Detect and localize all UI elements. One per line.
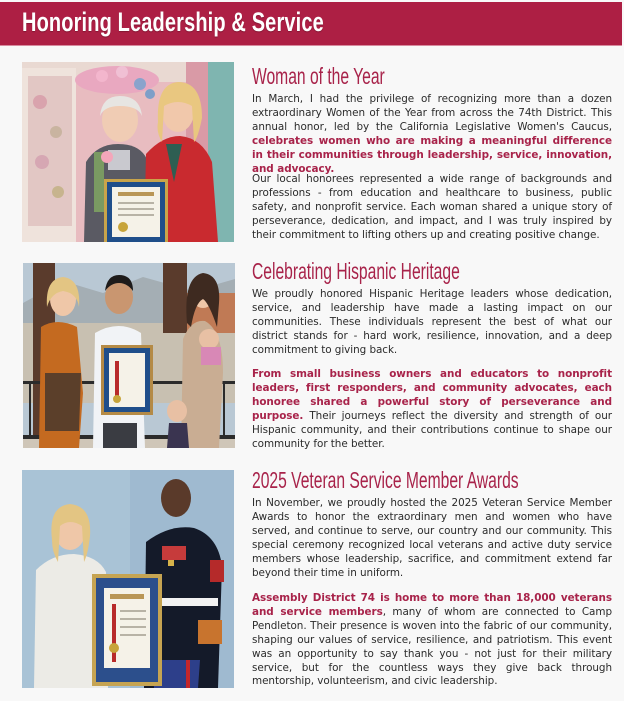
paragraph-text: In March, I had the privilege of recognizing more than a dozen extraordinary Women of the Year from across the 74th District. This annual honor, led by the California Legislative Women's Caucus, — [252, 93, 612, 133]
section-heading-woman-of-the-year: Woman of the Year — [252, 63, 385, 89]
highlighted-text: celebrates women who are making a meaningful difference in their communities through leadership, service, innovation, and advocacy. — [252, 134, 612, 175]
paragraph-text: We proudly honored Hispanic Heritage leaders whose dedication, service, and leadership have made a lasting impact on our communities. These individuals represent the best of what our district stands for - hard work, resilience, innovation, and a deep commitment to giving back. — [252, 288, 612, 356]
section-heading-hispanic-heritage: Celebrating Hispanic Heritage — [252, 258, 460, 284]
highlighted-text: From small business owners and educators to nonprofit leaders, first responders, and community advocates, each honoree shared a powerful story of perseverance and purpose. — [252, 368, 612, 422]
woman-of-the-year-paragraph-1 — [252, 93, 612, 176]
hispanic-heritage-photo — [23, 263, 235, 448]
hispanic-heritage-paragraph-2 — [252, 368, 612, 451]
header-banner — [0, 2, 622, 46]
hispanic-heritage-paragraph-1 — [252, 288, 612, 358]
veteran-awards-paragraph-2 — [252, 592, 612, 689]
highlighted-text: Assembly District 74 is home to more than 18,000 veterans and service members — [252, 592, 612, 618]
page-title: Honoring Leadership & Service — [22, 7, 324, 37]
woman-of-the-year-paragraph-2 — [252, 173, 612, 243]
section-heading-veteran-awards: 2025 Veteran Service Member Awards — [252, 467, 519, 493]
paragraph-text: , many of whom are connected to Camp Pendleton. Their presence is woven into the fabric of our community, shaping our values of service, resilience, and patriotism. This event was an opportunity to say thank you - not just for their military service, but for the countless ways they give back through mentorship, volunteerism, and civic leadership. — [252, 605, 612, 688]
paragraph-text: Their journeys reflect the diversity and strength of our Hispanic community, and their contributions continue to shape our community for the better. — [252, 409, 612, 450]
veteran-awards-photo — [22, 470, 234, 688]
veteran-awards-paragraph-1 — [252, 497, 612, 580]
woman-of-the-year-photo — [22, 62, 234, 242]
paragraph-text: In November, we proudly hosted the 2025 Veteran Service Member Awards to honor the extraordinary men and women who have served, and continue to serve, our country and our community. This special ceremony recognized local veterans and active duty service members whose leadership, sacrifice, and commitment extend far beyond their time in uniform. — [252, 497, 612, 579]
paragraph-text: Our local honorees represented a wide range of backgrounds and professions - from education and healthcare to business, public safety, and nonprofit service. Each woman shared a unique story of perseverance, dedication, and impact, and I was truly inspired by their commitment to lifting others up and creating positive change. — [252, 173, 612, 241]
